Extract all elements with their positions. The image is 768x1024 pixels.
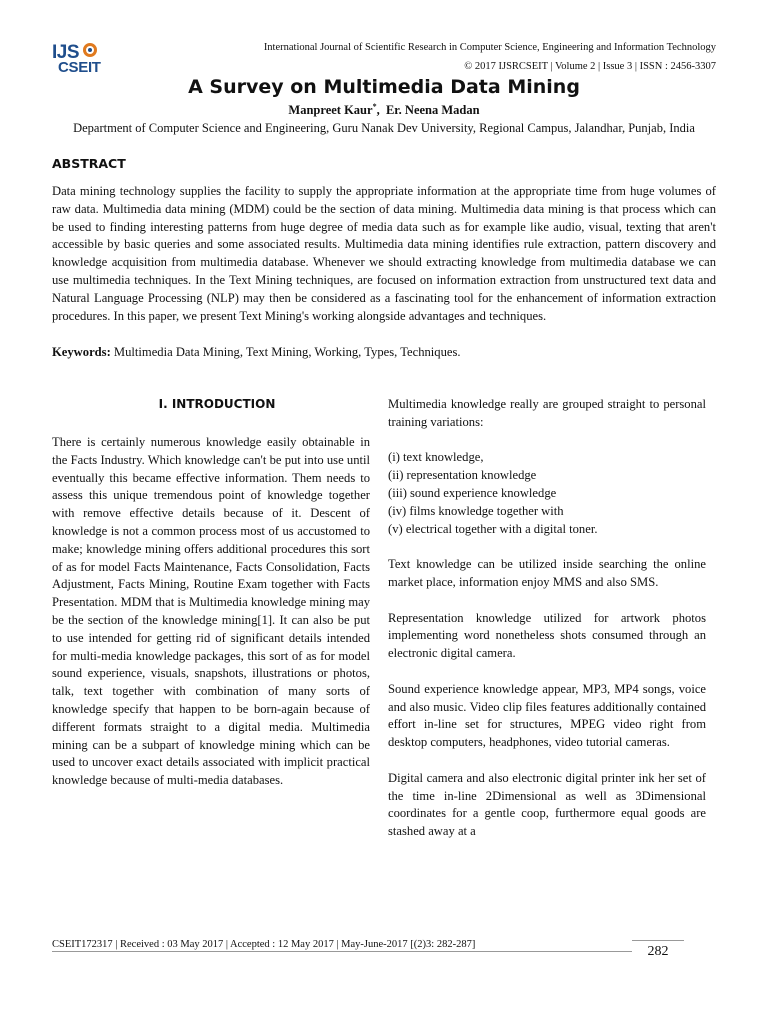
issue-info: © 2017 IJSRCSEIT | Volume 2 | Issue 3 | ISSN : 2456-3307 (464, 61, 716, 72)
footer-divider (52, 951, 632, 952)
affiliation: Department of Computer Science and Engineering, Guru Nanak Dev University, Regional Campus, Jalandhar, Punjab, India (73, 121, 695, 135)
authors: Manpreet Kaur*, Er. Neena Madan (288, 102, 480, 118)
paragraph: Multimedia knowledge really are grouped straight to personal training variations: (388, 397, 706, 429)
paragraph: Sound experience knowledge appear, MP3, MP4 songs, voice and also music. Video clip files features additionally contained effort in-line set for structures, MPEG video right from desktop computers, headphones, video tutorial cameras. (388, 681, 706, 750)
list-item: (iv) films knowledge together with (388, 503, 564, 518)
author-2: Er. Neena Madan (385, 103, 480, 118)
author-1-mark: * (372, 102, 377, 111)
author-1: Manpreet Kaur (288, 103, 373, 118)
logo-text-top: IJS (52, 42, 80, 63)
section-heading-introduction: I. INTRODUCTION (158, 397, 276, 411)
footer-citation: CSEIT172317 | Received : 03 May 2017 | Accepted : 12 May 2017 | May-June-2017 [(2)3: 282-287] (52, 939, 476, 950)
abstract-heading: ABSTRACT (52, 156, 126, 171)
journal-name: International Journal of Scientific Research in Computer Science, Engineering and Information Technology (263, 42, 716, 53)
list-item: (i) text knowledge, (388, 450, 484, 465)
keywords-text: Multimedia Data Mining, Text Mining, Working, Types, Techniques. (113, 345, 461, 359)
paragraph: Text knowledge can be utilized inside searching the online market place, information enjoy MMS and also SMS. (388, 557, 706, 589)
page-number: 282 (632, 940, 684, 959)
logo-text-bottom: CSEIT (58, 59, 101, 76)
list-item: (v) electrical together with a digital toner. (388, 521, 598, 536)
paper-title: A Survey on Multimedia Data Mining (188, 76, 580, 98)
keywords (52, 344, 716, 362)
paragraph: Digital camera and also electronic digital printer ink her set of the time in-line 2Dimensional as well as 3Dimensional coordinates for a gentle coop, furthermore equal goods are stashed away at a (388, 770, 706, 839)
keywords-label: Keywords: (52, 345, 111, 359)
list-item: (iii) sound experience knowledge (388, 485, 557, 500)
paragraph: Representation knowledge utilized for artwork photos implementing word nonetheless shots consumed through an electronic digital camera. (388, 610, 706, 661)
list-item: (ii) representation knowledge (388, 468, 537, 483)
gear-icon (83, 43, 97, 57)
intro-left-column: There is certainly numerous knowledge easily obtainable in the Facts Industry. Which knowledge can't be put into use until eventually this became effective information. Them needs to assess this unique tremendous point of knowledge together with remove effective details because of it. Descent of knowledge is not a common process most of us accustomed to make; knowledge mining offers additional procedures this sort of as for model Facts Maintenance, Facts Consolidation, Facts Adjustment, Facts Mining, Routine Exam together with Facts Presentation. MDM that is Multimedia knowledge mining may be the section of the knowledge mining[1]. It can also be put to use intended for getting rid of significant details intended for multi-media knowledge packages, this sort of as for model sound experience, visuals, snapshots, illustrations or photos, talk, text together with combination of many sorts of knowledge specify that happen to be born-again because of different formats straight to a digital media. Multimedia mining can be a subpart of knowledge mining which can be used to uncover exact details associated with implicit practical knowledge because of multi-media databases. (52, 435, 370, 788)
data-type-list (388, 449, 706, 538)
intro-right-column (388, 396, 706, 859)
journal-logo (50, 42, 112, 78)
abstract-text: Data mining technology supplies the facility to supply the appropriate information at the appropriate time from huge volumes of raw data. Multimedia data mining (MDM) could be the section of data mining. Multimedia data mining is that process which can be used to finding interesting patterns from huge degree of media data such as for example like audio, visual, texting that aren't accessible by basic queries and some associated results. Multimedia data mining identifies rule extraction, pattern discovery and knowledge acquisition from multimedia database. Whenever we should extracting knowledge from multimedia database we can use multimedia techniques. In the Text Mining techniques, are focused on information extraction from unstructured text data and Natural Language Processing (NLP) may then be considered as a fascinating tool for the enhancement of information extraction procedures. In this paper, we present Text Mining's working alongside advantages and techniques. (52, 184, 716, 323)
